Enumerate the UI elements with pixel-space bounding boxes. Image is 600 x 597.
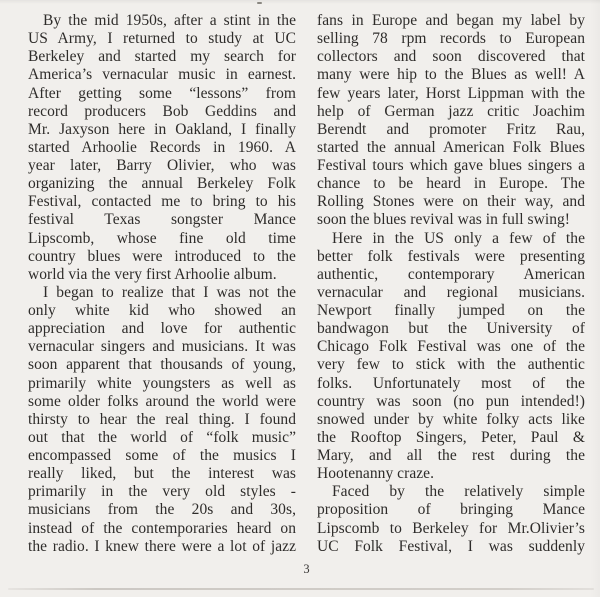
text-line: help of German jazz critic Joachim [317,102,585,120]
page-number: 3 [303,562,310,576]
text-line: encompassed some of the musics I [28,447,296,464]
text-line: collectors and soon discovered that [317,48,585,66]
text-line: By the mid 1950s, after a stint in the [43,12,296,29]
text-line: some older folks around the world were [28,392,296,410]
text-line: country was soon (no pun intended!) [317,392,585,410]
text-line: fans in Europe and began my label by [317,12,585,29]
text-line: started Arhoolie Records in 1960. A [28,138,296,156]
text-line: only white kid who showed an [28,302,296,319]
text-line: Festival tours which gave blues singers a [317,157,585,174]
text-line: Berendt and promoter Fritz Rau, [317,120,585,138]
text-line: soon the blues revival was in full swing! [317,211,571,229]
text-line: Rolling Stones were on their way, and [317,193,585,211]
text-line: Here in the US only a few of the [332,229,585,247]
text-column-right [317,12,585,556]
text-line: soon apparent that thousands of young, [28,356,296,374]
text-line: appreciation and love for authentic [28,320,296,338]
text-line: UC Folk Festival, I was suddenly [317,537,585,555]
text-line: America’s vernacular music in earnest. [28,66,296,84]
text-line: authentic, contemporary American [317,265,585,283]
text-line: few years later, Horst Lippman with the [317,84,585,102]
text-line: Festival, contacted me to bring to his [28,193,296,211]
text-line: folks. Unfortunately most of the [317,374,585,392]
text-line: vernacular singers and musicians. It was [28,338,296,356]
text-line: year later, Barry Olivier, who was [28,157,296,174]
text-column-left [28,12,296,556]
text-line: Newport finally jumped on the [317,302,585,319]
scan-speck [257,2,262,4]
text-line: Faced by the relatively simple [332,483,585,501]
text-line: country blues were introduced to the [28,247,296,265]
text-line: Chicago Folk Festival was one of the [317,338,585,356]
text-line: festival Texas songster Mance [28,211,296,229]
text-line: musicians from the 20s and 30s, [28,501,296,519]
text-line: the Rooftop Singers, Peter, Paul & [317,428,585,446]
text-line: primarily white youngsters as well as [28,374,296,392]
text-line: thirsty to hear the real thing. I found [28,410,296,428]
text-line: snowed under by white folky acts like [317,410,585,428]
text-line: bandwagon but the University of [317,320,585,338]
text-line: Hootenanny craze. [317,465,435,483]
text-line: record producers Bob Geddins and [28,102,296,120]
text-line: Lipscomb, whose fine old time [28,229,296,247]
text-line: primarily in the very old styles - [28,483,296,501]
text-line: Lipscomb to Berkeley for Mr.Olivier’s [317,519,585,537]
text-line: world via the very first Arhoolie album. [28,265,277,283]
text-line: Berkeley and started my search for [28,48,296,66]
text-line: better folk festivals were presenting [317,247,585,265]
text-line: many were hip to the Blues as well! A [317,66,585,84]
text-line: After getting some “lessons” from [28,84,296,102]
text-line: started the annual American Folk Blues [317,138,585,156]
text-line: US Army, I returned to study at UC [28,30,296,48]
page-bottom-edge [8,588,594,590]
text-line: organizing the annual Berkeley Folk [28,175,296,193]
text-line: Mary, and all the rest during the [317,447,585,464]
text-line: selling 78 rpm records to European [317,30,585,48]
text-line: Mr. Jaxyson here in Oakland, I finally [28,120,296,138]
text-line: proposition of bringing Mance [317,501,585,519]
text-line: vernacular and regional musicians. [317,283,585,301]
text-line: instead of the contemporaries heard on [28,519,296,537]
text-line: really liked, but the interest was [28,465,296,483]
text-line: chance to be heard in Europe. The [317,175,585,193]
text-columns [28,12,585,556]
text-line: the radio. I knew there were a lot of jazz [28,537,296,555]
text-line: I began to realize that I was not the [43,283,296,301]
text-line: very few to stick with the authentic [317,356,585,374]
text-line: out that the world of “folk music” [28,428,296,446]
